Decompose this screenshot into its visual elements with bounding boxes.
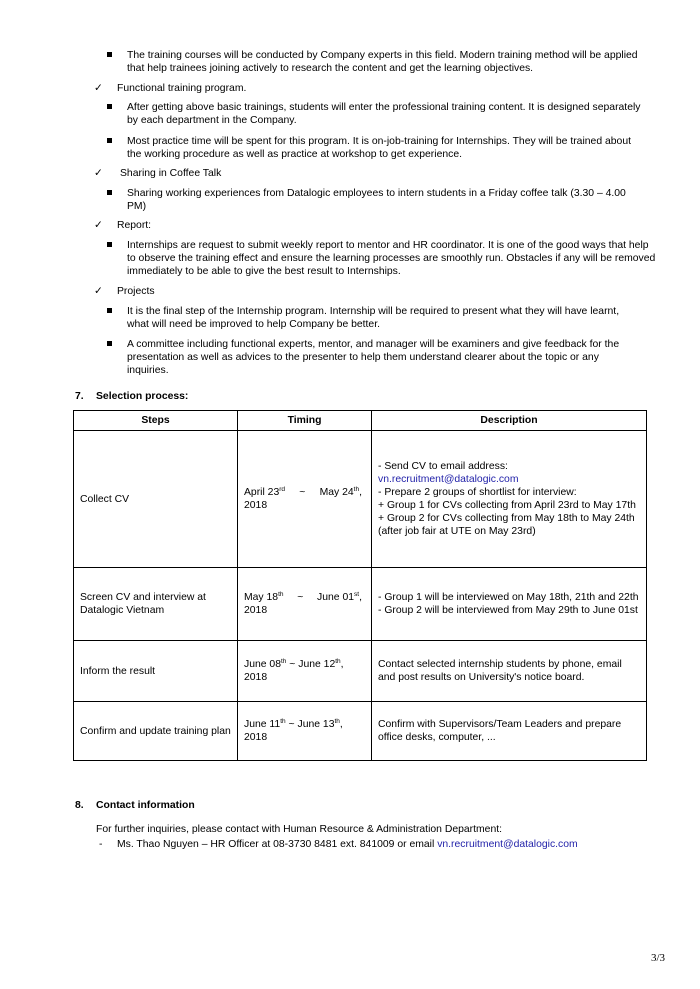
bullet-text: Internships are request to submit weekly report to mentor and HR coordinator. It is one of the good ways that help to observe the training effect and ensure the learning processes are smoothly run. Obstacles if any will be removed immediately to be able to give the best result to Internships. [127, 240, 656, 277]
bullet-marker [107, 138, 112, 143]
check-item-functional-training: Functional training program. [117, 83, 247, 94]
description-cell: - Group 1 will be interviewed on May 18th, 21th and 22th - Group 2 will be interviewed from May 29th to June 01st [372, 568, 647, 641]
bullet-text: It is the final step of the Internship program. Internship will be required to present what they will have learnt, what will need be improved to help Company be better. [127, 306, 620, 330]
section-8-title: Contact information [96, 800, 195, 811]
header-timing: Timing [238, 411, 372, 431]
timing-cell: April 23rd ~ May 24th, 2018 [238, 431, 372, 568]
bullet-marker [107, 52, 112, 57]
bullet-text: After getting above basic trainings, students will enter the professional training content. It is designed separately by each department in the Company. [127, 102, 641, 126]
contact-intro: For further inquiries, please contact with Human Resource & Administration Department: [96, 824, 502, 835]
contact-line [117, 838, 578, 851]
description-cell: Contact selected internship students by phone, email and post results on University's notice board. [372, 641, 647, 702]
email-link[interactable]: vn.recruitment@datalogic.com [378, 474, 519, 485]
selection-process-table [73, 410, 647, 761]
description-cell: Confirm with Supervisors/Team Leaders and prepare office desks, computer, ... [372, 702, 647, 761]
step-cell: Screen CV and interview at Datalogic Vietnam [74, 568, 238, 641]
table-row [74, 641, 647, 702]
header-description: Description [372, 411, 647, 431]
checkmark-icon: ✓ [94, 219, 103, 231]
table-row [74, 702, 647, 761]
timing-cell: June 08th ~ June 12th, 2018 [238, 641, 372, 702]
bullet-marker [107, 190, 112, 195]
bullet-text: A committee including functional experts, mentor, and manager will be examiners and give feedback for the presentation as well as advices to the presenter to help them understand clearer about the topic or any inquiries. [127, 339, 620, 376]
bullet-marker [107, 341, 112, 346]
table-row [74, 568, 647, 641]
table-row [74, 431, 647, 568]
checkmark-icon: ✓ [94, 285, 103, 297]
step-cell: Confirm and update training plan [74, 702, 238, 761]
bullet-marker [107, 104, 112, 109]
timing-cell: May 18th ~ June 01st, 2018 [238, 568, 372, 641]
description-cell: - Send CV to email address: vn.recruitment@datalogic.com - Prepare 2 groups of shortlist for interview: + Group 1 for CVs collecting from April 23rd to May 17th + Group 2 for CVs collecting from May 18th to May 24th (after job fair at UTE on May 23rd) [372, 431, 647, 568]
contact-text: Ms. Thao Nguyen – HR Officer at 08-3730 8481 ext. 841009 or email [117, 839, 435, 850]
bullet-text: Most practice time will be spent for this program. It is on-job-training for Internships. They will be trained about the working procedure as well as practice at workshop to get experience. [127, 136, 631, 160]
bullet-text: Sharing working experiences from Datalogic employees to intern students in a Friday coffee talk (3.30 – 4.00 PM) [127, 188, 626, 212]
section-7-title: Selection process: [96, 391, 189, 402]
timing-cell: June 11th ~ June 13th, 2018 [238, 702, 372, 761]
table-header-row [74, 411, 647, 431]
checkmark-icon: ✓ [94, 82, 103, 94]
step-cell: Inform the result [74, 641, 238, 702]
contact-dash: - [99, 839, 103, 850]
check-item-coffee-talk: Sharing in Coffee Talk [120, 168, 222, 179]
check-item-projects: Projects [117, 286, 155, 297]
bullet-marker [107, 308, 112, 313]
page-number: 3/3 [651, 952, 666, 964]
bullet-marker [107, 242, 112, 247]
section-8-number: 8. [75, 800, 84, 811]
bullet-text: The training courses will be conducted by Company experts in this field. Modern training method will be applied that help trainees joining actively to research the content and get the learning objectives. [127, 50, 638, 74]
header-steps: Steps [74, 411, 238, 431]
step-cell: Collect CV [74, 431, 238, 568]
contact-email-link[interactable]: vn.recruitment@datalogic.com [437, 839, 578, 850]
checkmark-icon: ✓ [94, 167, 103, 179]
section-7-number: 7. [75, 391, 84, 402]
check-item-report: Report: [117, 220, 152, 231]
